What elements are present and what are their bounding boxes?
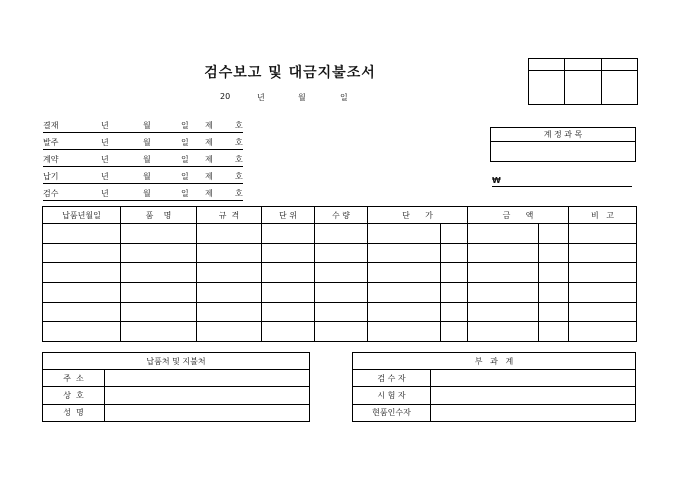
approval-cell[interactable]: [601, 71, 637, 105]
account-box: [490, 127, 636, 162]
cell[interactable]: [197, 322, 262, 342]
record-label: 검수: [43, 189, 59, 198]
cell[interactable]: [539, 302, 569, 322]
cell[interactable]: [43, 322, 121, 342]
cell[interactable]: [441, 282, 468, 302]
cell[interactable]: [121, 322, 197, 342]
cell[interactable]: [468, 282, 539, 302]
cell[interactable]: [315, 243, 368, 263]
cell[interactable]: [197, 243, 262, 263]
cell[interactable]: [441, 302, 468, 322]
record-month: 월: [143, 121, 151, 130]
cell[interactable]: [262, 243, 315, 263]
cell[interactable]: [539, 263, 569, 283]
dept-tester-field[interactable]: [431, 387, 636, 404]
record-no: 제: [205, 138, 213, 147]
record-ho: 호: [235, 138, 243, 147]
cell[interactable]: [121, 302, 197, 322]
record-label: 결재: [43, 121, 59, 130]
record-year: 년: [101, 155, 109, 164]
record-label: 납기: [43, 172, 59, 181]
header-item: 품 명: [121, 207, 197, 224]
record-year: 년: [101, 138, 109, 147]
cell[interactable]: [43, 243, 121, 263]
date-year-label: 년: [257, 93, 265, 102]
table-row: [43, 322, 637, 342]
cell[interactable]: [197, 224, 262, 244]
record-year: 년: [101, 172, 109, 181]
record-no: 제: [205, 172, 213, 181]
cell[interactable]: [262, 263, 315, 283]
supplier-name-label: 성 명: [43, 404, 105, 421]
date-year[interactable]: 20: [220, 92, 231, 101]
cell[interactable]: [441, 243, 468, 263]
record-month: 월: [143, 155, 151, 164]
dept-tester-label: 시 험 자: [353, 387, 431, 404]
cell[interactable]: [43, 263, 121, 283]
won-symbol: ₩: [492, 176, 501, 185]
record-row[interactable]: [43, 137, 243, 150]
table-row: [43, 302, 637, 322]
table-row: [43, 263, 637, 283]
record-row[interactable]: [43, 154, 243, 167]
record-month: 월: [143, 138, 151, 147]
cell[interactable]: [262, 302, 315, 322]
header-amount: 금 액: [468, 207, 569, 224]
cell[interactable]: [368, 282, 441, 302]
record-ho: 호: [235, 121, 243, 130]
record-no: 제: [205, 189, 213, 198]
cell[interactable]: [315, 224, 368, 244]
header-unit: 단 위: [262, 207, 315, 224]
cell[interactable]: [468, 224, 539, 244]
cell[interactable]: [262, 282, 315, 302]
cell[interactable]: [468, 302, 539, 322]
cell[interactable]: [569, 302, 637, 322]
header-price: 단 가: [368, 207, 468, 224]
account-value[interactable]: [491, 142, 636, 162]
table-row: [43, 282, 637, 302]
record-month: 월: [143, 172, 151, 181]
header-qty: 수 량: [315, 207, 368, 224]
cell[interactable]: [315, 282, 368, 302]
record-day: 일: [181, 172, 189, 181]
cell[interactable]: [43, 224, 121, 244]
cell[interactable]: [569, 282, 637, 302]
header-spec: 규 격: [197, 207, 262, 224]
approval-cell[interactable]: [529, 59, 565, 71]
dept-inspector-label: 검 수 자: [353, 370, 431, 387]
cell[interactable]: [197, 282, 262, 302]
cell[interactable]: [368, 302, 441, 322]
record-row[interactable]: [43, 188, 243, 201]
items-table: [42, 206, 637, 342]
cell[interactable]: [441, 263, 468, 283]
table-row: [43, 243, 637, 263]
dept-inspector-field[interactable]: [431, 370, 636, 387]
dept-table: [352, 352, 636, 422]
cell[interactable]: [569, 322, 637, 342]
cell[interactable]: [539, 224, 569, 244]
supplier-company-label: 상 호: [43, 387, 105, 404]
cell[interactable]: [441, 322, 468, 342]
header-remark: 비 고: [569, 207, 637, 224]
cell[interactable]: [315, 302, 368, 322]
record-year: 년: [101, 121, 109, 130]
record-ho: 호: [235, 172, 243, 181]
cell[interactable]: [368, 263, 441, 283]
date-day-label: 일: [340, 93, 348, 102]
record-label: 발주: [43, 138, 59, 147]
cell[interactable]: [368, 243, 441, 263]
approval-cell[interactable]: [529, 71, 565, 105]
record-row[interactable]: [43, 171, 243, 184]
table-header-row: [43, 207, 637, 224]
record-day: 일: [181, 189, 189, 198]
record-no: 제: [205, 155, 213, 164]
dept-receiver-label: 현품인수자: [353, 404, 431, 421]
cell[interactable]: [468, 263, 539, 283]
record-no: 제: [205, 121, 213, 130]
record-ho: 호: [235, 189, 243, 198]
header-date: 납품년월일: [43, 207, 121, 224]
cell[interactable]: [197, 263, 262, 283]
cell[interactable]: [539, 322, 569, 342]
cell[interactable]: [121, 282, 197, 302]
cell[interactable]: [315, 263, 368, 283]
date-month-label: 월: [298, 93, 306, 102]
supplier-name-field[interactable]: [105, 404, 310, 421]
cell[interactable]: [441, 224, 468, 244]
cell[interactable]: [43, 282, 121, 302]
cell[interactable]: [315, 322, 368, 342]
cell[interactable]: [539, 282, 569, 302]
amount-line[interactable]: [492, 176, 632, 187]
approval-cell[interactable]: [565, 71, 601, 105]
record-day: 일: [181, 155, 189, 164]
cell[interactable]: [368, 322, 441, 342]
supplier-address-field[interactable]: [105, 370, 310, 387]
cell[interactable]: [121, 243, 197, 263]
table-row: [43, 224, 637, 244]
record-label: 계약: [43, 155, 59, 164]
dept-receiver-field[interactable]: [431, 404, 636, 421]
supplier-header: 납품처 및 지불처: [43, 353, 310, 370]
dept-header: 부 과 계: [353, 353, 636, 370]
approval-cell[interactable]: [565, 59, 601, 71]
record-ho: 호: [235, 155, 243, 164]
cell[interactable]: [569, 263, 637, 283]
supplier-company-field[interactable]: [105, 387, 310, 404]
cell[interactable]: [468, 243, 539, 263]
cell[interactable]: [262, 224, 315, 244]
cell[interactable]: [368, 224, 441, 244]
cell[interactable]: [121, 263, 197, 283]
record-day: 일: [181, 121, 189, 130]
approval-cell[interactable]: [601, 59, 637, 71]
cell[interactable]: [43, 302, 121, 322]
cell[interactable]: [121, 224, 197, 244]
supplier-address-label: 주 소: [43, 370, 105, 387]
record-month: 월: [143, 189, 151, 198]
cell[interactable]: [539, 243, 569, 263]
cell[interactable]: [197, 302, 262, 322]
page-title: 검수보고 및 대금지불조서: [204, 65, 376, 81]
cell[interactable]: [468, 322, 539, 342]
record-year: 년: [101, 189, 109, 198]
cell[interactable]: [569, 224, 637, 244]
approval-box: [528, 58, 638, 105]
record-row[interactable]: [43, 120, 243, 133]
record-day: 일: [181, 138, 189, 147]
supplier-table: [42, 352, 310, 422]
account-header: 계 정 과 목: [491, 128, 636, 142]
cell[interactable]: [262, 322, 315, 342]
cell[interactable]: [569, 243, 637, 263]
